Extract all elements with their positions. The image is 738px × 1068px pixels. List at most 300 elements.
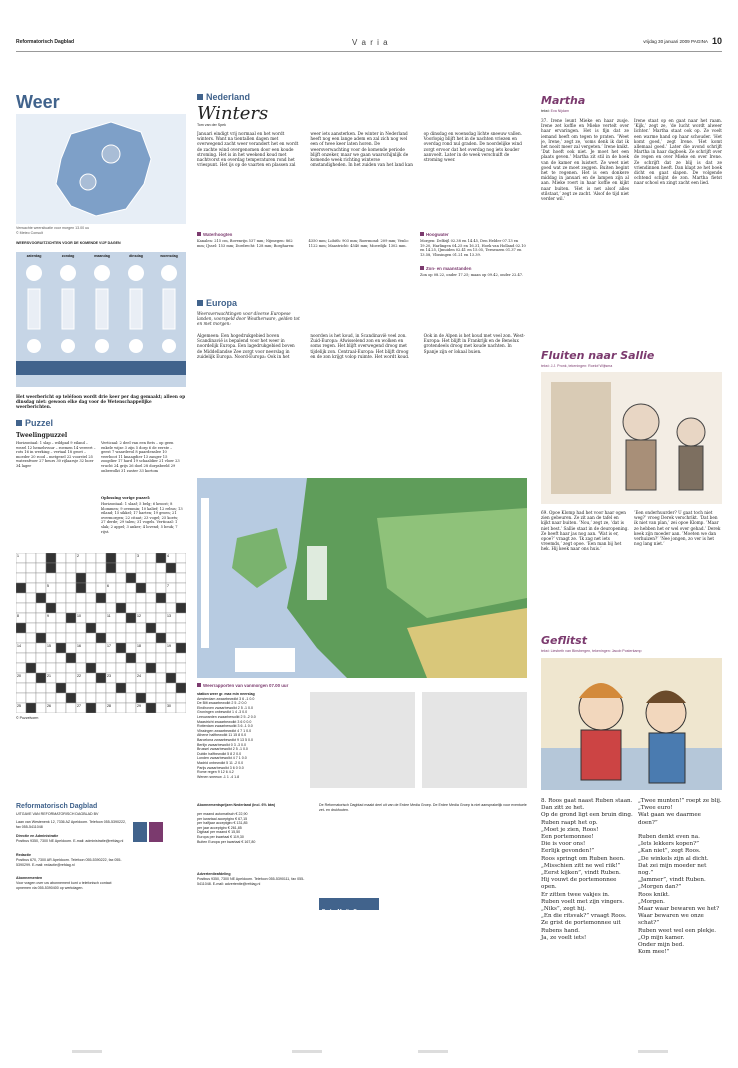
- grid-cell: [156, 693, 166, 703]
- grid-cell: [86, 703, 96, 713]
- poem-line: „Iets lekkers kopen?”: [638, 841, 699, 848]
- table-row: Maastricht zwaarbewolkt 3 6 0 0.0: [197, 719, 252, 724]
- grid-cell: [36, 703, 46, 713]
- section-square-icon: [16, 420, 22, 426]
- grid-cell: [166, 653, 176, 663]
- grid-cell: [66, 593, 76, 603]
- grid-cell: [166, 693, 176, 703]
- grid-cell: [116, 683, 126, 693]
- poem-line: Roos knikt.: [638, 891, 670, 898]
- grid-cell: [176, 643, 186, 653]
- martha-credit: [541, 109, 569, 114]
- grid-cell: [76, 573, 86, 583]
- grid-cell: [116, 623, 126, 633]
- grid-cell: [176, 663, 186, 673]
- grid-number: 4: [167, 554, 169, 558]
- grid-cell: [156, 573, 166, 583]
- nederland-label: [197, 92, 250, 102]
- geflitst-poem-1: [541, 798, 633, 942]
- grid-cell: [86, 603, 96, 613]
- printer-name: Ender Media Group: [322, 909, 369, 915]
- grid-cell: [36, 683, 46, 693]
- poem-line: „Misschien zitt ne wel riik!”: [541, 862, 621, 869]
- grid-number: 15: [47, 644, 51, 648]
- grid-cell: [16, 633, 26, 643]
- poem-line: Ruben raapt het op.: [541, 819, 598, 826]
- table-row: Amsterdam zwaarbewolkt 3 6 -1 0.0: [197, 696, 255, 701]
- puzzel-horizontaal: Horizontaal: 1 slap – wildpad 9 eiland – wezel 12 hemelsvuur – roemen 14 vereert – rots 16 in werking – vertaal 18 groet – moeder 20 rood – metgezel 22 voorstel 25 waterafvoer 27 beurs 30 rijlaarsje 32 boer 34 lager: [16, 441, 96, 468]
- grid-cell: [96, 563, 106, 573]
- grid-cell: [56, 593, 66, 603]
- grid-cell: [166, 593, 176, 603]
- grid-cell: [116, 663, 126, 673]
- grid-cell: [16, 663, 26, 673]
- grid-cell: [16, 623, 26, 633]
- grid-cell: [146, 703, 156, 713]
- section-square-icon: [197, 683, 201, 687]
- section-square-icon: [420, 232, 424, 236]
- poem-line: „Morgen dan?”: [638, 884, 682, 891]
- table-header: station weer gr. max min neerslag: [197, 692, 255, 696]
- poem-line: Een portemonnee!: [541, 834, 594, 841]
- grid-cell: [116, 553, 126, 563]
- grid-cell: [126, 623, 136, 633]
- grid-cell: [26, 703, 36, 713]
- grid-cell: [106, 683, 116, 693]
- grid-cell: [46, 563, 56, 573]
- grid-cell: [96, 553, 106, 563]
- waterhoogten-text: Kanalen: 215 cm, Bovenrijn 537 mm; Nijmegen: 862 mm; IJssel: 153 mm; Dordrecht: 128 mm; Borgharen: 4350 mm; Lobith: 903 mm; Roermond: 209 mm; Venlo: 1122 mm; Maastricht: 4540 mm; Moerdijk: 1302 mm.: [197, 239, 409, 248]
- grid-cell: [96, 613, 106, 623]
- poem-line: „Op mijn kamer.: [638, 934, 685, 941]
- grid-cell: [66, 633, 76, 643]
- grid-cell: [26, 673, 36, 683]
- poem-line: 8. Roos gaat naast Ruben staan.: [541, 798, 633, 804]
- table-row: Barcelona zwaarbewolkt 9 13 5 0.0: [197, 737, 253, 742]
- grid-cell: [116, 603, 126, 613]
- poem-line: Maar waar bewaren we het?: [638, 906, 720, 913]
- grid-number: 17: [107, 644, 111, 648]
- grid-cell: [26, 683, 36, 693]
- grid-cell: [56, 623, 66, 633]
- zon-maan-label-text: Zon- en maanstanden: [426, 266, 472, 271]
- grid-number: 2: [77, 554, 79, 558]
- map-credit: © Meteo Consult: [16, 231, 43, 235]
- puzzel-label-text: Puzzel: [25, 418, 54, 428]
- grid-cell: [116, 653, 126, 663]
- grid-number: 14: [17, 644, 21, 648]
- hoogwater-label: [420, 232, 449, 237]
- grid-cell: [176, 673, 186, 683]
- grid-cell: [76, 693, 86, 703]
- puzzle-grid: [16, 553, 186, 713]
- grid-cell: [106, 633, 116, 643]
- grid-cell: [116, 633, 126, 643]
- grid-cell: [96, 663, 106, 673]
- grid-cell: [36, 633, 46, 643]
- grid-cell: [36, 563, 46, 573]
- grid-cell: [126, 603, 136, 613]
- hd-logo: [133, 822, 185, 844]
- grid-number: 13: [167, 614, 171, 618]
- grid-cell: [66, 663, 76, 673]
- grid-number: 23: [107, 674, 111, 678]
- grid-cell: [66, 583, 76, 593]
- rate-row: per jaar acceptgiro € 261,85: [197, 825, 242, 830]
- grid-cell: [76, 663, 86, 673]
- poem-line: Ja, ze voelt iets!: [541, 934, 587, 941]
- grid-cell: [36, 593, 46, 603]
- grid-cell: [16, 683, 26, 693]
- nederland-body: Januari eindigt vrij normaal en het wordt winters. Want na tientallen dagen met overwegend zacht weer verandert het en wordt de zachte wind overgenomen door een koude stroming. Het is in het weekend koud met nachtvorst en overdag temperaturen rond het vriespunt. Het ijs op de vaarten en plassen zal weer iets aansterken. De winter in Nederland heeft nog een lange adem en zal zich nog wel een of twee keer laten horen. De weersverwachting voor de komende periode blijft onzeker, maar we gaan waarschijnlijk de komende week richting winterse omstandigheden. In het zuiden van het land kan op dinsdag en woensdag lichte sneeuw vallen. Voorlopig blijft het in de nachten vriezen en overdag rond nul graden. De noordelijke wind zorgt ervoor dat het overdag nog iets kouder aanvoelt. Later in de week verschuift de stroming weer.: [197, 131, 523, 168]
- grid-cell: [86, 623, 96, 633]
- martha-body-1: 37. Irene leunt Mieke en haar zusje. Irene zet koffie en Mieke vertelt over haar ervaringen. Het is fijn dat ze iemand heeft om tegen te praten. ‘Weet je, Irene,’ zegt ze, ‘soms denk ik dat ik het nooit meer zal vergeten.’ Irene knikt. ‘Dat hoeft ook niet. Je moet het een plaats geven.’ Martha zit stil in de hoek van de kamer en luistert. Ze weet niet goed wat ze moet zeggen. Buiten begint het te regenen. Het is een donkere middag in januari en de lampen zijn al aan. Mieke roert in haar koffie en kijkt naar buiten. ‘Het is net alsof alles stilstaat,’ zegt ze zacht. ‘Alsof de tijd niet verder wil.’: [541, 118, 629, 202]
- grid-cell: [176, 563, 186, 573]
- grid-cell: [96, 603, 106, 613]
- grid-cell: [166, 603, 176, 613]
- grid-cell: [66, 693, 76, 703]
- grid-cell: [86, 693, 96, 703]
- poem-line: „En die ritsvak?” vraagt Roos.: [541, 913, 627, 920]
- europa-body: Algemeen: Een hogedrukgebied boven Scandinavië is bepalend voor het weer in noordelijk Europa. Een lagedrukgebied boven de Middellandse Zee zorgt voor neerslag in zuidelijk Europa. Noord-Europa: Ook in het noorden is het koud, in Scandinavië veel zon. Zuid-Europa: Afwisselend zon en wolken en soms regen. Het blijft overwegend droog met tijdelijk zon. Centraal-Europa: Het blijft droog en de zon krijgt volop ruimte. Het wordt koud. Ook in de Alpen is het koud met veel zon. West-Europa: Het blijft in Frankrijk en de Benelux grotendeels droog met koude nachten. In Spanje zijn er lokaal buien.: [197, 333, 525, 359]
- grid-cell: [16, 583, 26, 593]
- grid-cell: [156, 643, 166, 653]
- grid-cell: [46, 623, 56, 633]
- printer-logo: [319, 898, 379, 915]
- grid-cell: [36, 603, 46, 613]
- grid-cell: [96, 623, 106, 633]
- grid-cell: [146, 653, 156, 663]
- table-row: Parijs zwaarbewolkt 3 6 0 0.0: [197, 765, 244, 770]
- table-row: Groningen onbewolkt 1 4 -3 0.0: [197, 710, 248, 715]
- rate-row: per maand automatisch € 22,90: [197, 812, 248, 816]
- poem-line: Op de grond ligt een bruin ding.: [541, 812, 633, 819]
- poem-line: Hij vouwt de portemonnee open.: [541, 877, 617, 891]
- day-label: zondag: [61, 254, 75, 258]
- grid-cell: [136, 653, 146, 663]
- nederland-byline: Tom van der Spek: [197, 123, 226, 127]
- grid-cell: [26, 693, 36, 703]
- fluiten-body-1: 69. Opoe Klomp had het voor haar ogen zien gebeuren. Ze zit aan de tafel en kijkt naar buiten. ‘Nou,’ zegt ze, ‘dat is niet best.’ Sallie staat in de deuropening. Ze heeft haar jas nog aan. ‘Wat is er, opoe?’ vraagt ze. ‘Ik zag net iets vreemds,’ zegt opoe. ‘Een man bij het hek. Hij keek naar ons huis.’: [541, 510, 629, 552]
- grid-cell: [176, 693, 186, 703]
- grid-cell: [26, 603, 36, 613]
- nederland-label-text: Nederland: [206, 92, 251, 102]
- table-row: Wenen sneeuw -1 1 -4 1.8: [197, 774, 240, 779]
- grid-cell: [176, 703, 186, 713]
- grid-cell: [56, 703, 66, 713]
- grid-cell: [146, 583, 156, 593]
- rates-table: [197, 812, 307, 844]
- advertentie-text: Postbus 9350, 7300 NE Apeldoorn. Telefoon 055-5390111, fax 055-5411048. E-mail: advertentie@refdag.nl: [197, 877, 305, 886]
- grid-cell: [146, 563, 156, 573]
- grid-number: 25: [17, 704, 21, 708]
- grid-cell: [56, 673, 66, 683]
- poem-line: Wat gaan we daarmee doen?”: [638, 812, 701, 826]
- grid-cell: [176, 633, 186, 643]
- poem-line: „De winkels zijn al dicht.: [638, 855, 709, 862]
- grid-cell: [176, 613, 186, 623]
- grid-cell: [96, 683, 106, 693]
- table-row: Londen zwaarbewolkt 4 7 1 0.0: [197, 756, 247, 761]
- grid-cell: [56, 693, 66, 703]
- puzzel-title: Tweelingpuzzel: [16, 432, 68, 439]
- poem-line: Dat zei mijn moeder net nog.”: [638, 862, 707, 877]
- grid-cell: [116, 673, 126, 683]
- grid-cell: [156, 653, 166, 663]
- grid-cell: [46, 653, 56, 663]
- credit-label: tekst:: [541, 109, 550, 113]
- date-line: vrijdag 30 januari 2009 PAGINA: [643, 39, 708, 44]
- grid-cell: [26, 563, 36, 573]
- poem-line: „Twee euro!: [638, 805, 673, 812]
- grid-cell: [106, 563, 116, 573]
- grid-cell: [46, 693, 56, 703]
- grid-number: 9: [47, 614, 49, 618]
- grid-cell: [16, 573, 26, 583]
- poem-line: Ruben weet wel een plekje.: [638, 927, 717, 934]
- grid-cell: [56, 633, 66, 643]
- section-square-icon: [197, 232, 201, 236]
- martha-title: Martha: [541, 94, 586, 107]
- grid-cell: [46, 553, 56, 563]
- grid-cell: [36, 573, 46, 583]
- grid-cell: [106, 603, 116, 613]
- martha-body-2: Irene staat op en gaat naar het raam. ‘Kijk,’ zegt ze, ‘de lucht wordt alweer lichter.’ Martha staat ook op. Ze voelt een warme hand op haar schouder. ‘Het komt goed,’ zegt Irene. ‘Het komt allemaal goed.’ Later die avond schrijft Martha in haar dagboek. Ze schrijft over de regen en over Mieke en over Irene. Ze schrijft dat ze blij is dat ze vriendinnen heeft. Dan klapt ze het boek dicht en gaat slapen. De volgende ochtend schijnt de zon. Martha fietst naar school en zingt zacht een lied.: [634, 118, 722, 186]
- grid-cell: [106, 593, 116, 603]
- grid-cell: [136, 693, 146, 703]
- grid-cell: [126, 583, 136, 593]
- grid-cell: [176, 553, 186, 563]
- grid-cell: [86, 593, 96, 603]
- grid-cell: [86, 683, 96, 693]
- grid-cell: [176, 653, 186, 663]
- grid-cell: [36, 553, 46, 563]
- grid-cell: [136, 603, 146, 613]
- hoogwater-label-text: Hoogwater: [426, 232, 449, 237]
- colofon-legal: De Reformatorisch Dagblad maakt deel uit van de Erdee Media Groep. De Erdee Media Groep is niet aansprakelijk voor eventuele zet- en drukfouten.: [319, 803, 527, 812]
- grid-cell: [36, 643, 46, 653]
- rate-row: Buiten Europa per kwartaal € 167,80: [197, 839, 256, 844]
- grid-cell: [76, 583, 86, 593]
- grid-cell: [156, 583, 166, 593]
- section-name: V a r i a: [352, 38, 389, 47]
- grid-cell: [16, 693, 26, 703]
- waterhoogten-label-text: Waterhoogten: [203, 232, 233, 237]
- grid-cell: [176, 603, 186, 613]
- grid-cell: [126, 563, 136, 573]
- grid-cell: [86, 613, 96, 623]
- grid-cell: [106, 573, 116, 583]
- grid-cell: [26, 583, 36, 593]
- grid-cell: [36, 663, 46, 673]
- fluiten-illustration: [541, 372, 722, 504]
- grid-cell: [166, 633, 176, 643]
- geflitst-credit: tekst: Liesbeth van Binsbergen, tekeningen: Jacob Posterkamp: [541, 649, 642, 653]
- grid-cell: [26, 663, 36, 673]
- grid-cell: [116, 703, 126, 713]
- grid-cell: [86, 673, 96, 683]
- abonnement-title: Abonnementen: [16, 876, 43, 880]
- grid-cell: [136, 593, 146, 603]
- geflitst-poem-2: [638, 798, 722, 956]
- abonnement-text: Voor vragen over uw abonnement kunt u telefonisch contact opnemen via 055-5390400 op werkdagen.: [16, 881, 112, 890]
- footer-bar: [638, 1050, 668, 1053]
- grid-cell: [66, 653, 76, 663]
- grid-cell: [106, 623, 116, 633]
- nederland-title: Winters: [197, 103, 269, 124]
- grid-cell: [26, 623, 36, 633]
- grid-cell: [26, 593, 36, 603]
- table-row: Leeuwarden zwaarbewolkt 2 5 -2 0.0: [197, 714, 256, 719]
- grid-number: 22: [77, 674, 81, 678]
- fluiten-credit: tekst: J.J. Pronk, tekeningen: Roelof Wijtsma: [541, 364, 613, 368]
- grid-cell: [166, 663, 176, 673]
- section-square-icon: [197, 94, 203, 100]
- grid-cell: [66, 623, 76, 633]
- grid-cell: [156, 593, 166, 603]
- grid-cell: [26, 633, 36, 643]
- poem-line: Die is voor ons!: [541, 841, 586, 848]
- grid-cell: [136, 633, 146, 643]
- grid-cell: [136, 663, 146, 673]
- poem-line: Onder mijn bed.: [638, 942, 684, 949]
- directie-text: Postbus 9350, 7300 NE Apeldoorn. E-mail: administratie@refdag.nl: [16, 839, 124, 843]
- grid-cell: [136, 583, 146, 593]
- grid-cell: [126, 553, 136, 563]
- grid-number: 3: [137, 554, 139, 558]
- europa-label: [197, 298, 237, 308]
- weather-table-more: [310, 692, 527, 788]
- day-label: woensdag: [160, 254, 178, 258]
- grid-cell: [66, 703, 76, 713]
- grid-cell: [166, 573, 176, 583]
- weerrapporten-label-text: Weerrapporten van vanmorgen 07.00 uur: [203, 683, 289, 688]
- grid-cell: [106, 693, 116, 703]
- grid-cell: [66, 613, 76, 623]
- forecast-heading: WEERSVOORUITZICHTEN VOOR DE KOMENDE VIJF DAGEN: [16, 241, 121, 245]
- poem-line: [638, 827, 722, 834]
- grid-cell: [76, 593, 86, 603]
- grid-cell: [166, 563, 176, 573]
- grid-cell: [66, 683, 76, 693]
- fluiten-body-2: ‘Een onderhuurder? U gaat toch niet weg?’ vroeg Derek verschrikt. ‘Dat ben ik niet van plan,’ zei opoe Klomp. ‘Maar ze hebben het er wel over gehad.’ Derek keek zijn moeder aan. ‘Moeten we dan verhuizen?’ ‘Nee jongen, zo ver is het nog lang niet.’: [634, 510, 721, 547]
- rate-row: per kwartaal acceptgiro € 67,15: [197, 816, 248, 821]
- grid-cell: [36, 583, 46, 593]
- grid-cell: [176, 573, 186, 583]
- grid-number: 29: [137, 704, 141, 708]
- grid-cell: [96, 593, 106, 603]
- table-row: Brussel zwaarbewolkt 2 5 -1 0.0: [197, 747, 248, 752]
- weerrapporten-label: [197, 683, 288, 688]
- grid-cell: [156, 683, 166, 693]
- poem-line: „Eerst kijken”, vindt Ruben.: [541, 870, 621, 877]
- grid-cell: [156, 703, 166, 713]
- grid-cell: [76, 633, 86, 643]
- grid-cell: [66, 673, 76, 683]
- grid-cell: [66, 643, 76, 653]
- grid-cell: [86, 643, 96, 653]
- grid-cell: [16, 593, 26, 603]
- grid-cell: [176, 623, 186, 633]
- poem-line: Ze grist de portemonnee uit Rubens hand.: [541, 920, 621, 934]
- forecast-icons: [16, 261, 186, 385]
- poem-line: Ruben denkt even na.: [638, 834, 700, 841]
- martha-author: Eva Nijdam: [550, 109, 569, 113]
- grid-number: 19: [167, 644, 171, 648]
- grid-cell: [126, 653, 136, 663]
- grid-cell: [156, 633, 166, 643]
- grid-number: 1: [17, 554, 19, 558]
- rate-row: per halfjaar acceptgiro € 131,85: [197, 821, 248, 826]
- colofon-tagline: UITGAVE VAN REFORMATORISCH DAGBLAD BV: [16, 812, 99, 816]
- poem-line: „Niks”, zegt hij.: [541, 906, 587, 913]
- europa-label-text: Europa: [206, 298, 238, 308]
- oplossing-title: Oplossing vorige puzzel:: [101, 496, 151, 500]
- grid-cell: [26, 643, 36, 653]
- grid-cell: [56, 613, 66, 623]
- weather-summary: Het weerbericht op teléfoon wordt drie keer per dag gemaakt; alleen op dinsdag niet: gewoon elke dag voor de Wetenschappelijke weerberichten.: [16, 394, 186, 410]
- section-square-icon: [420, 266, 424, 270]
- grid-number: 5: [47, 584, 49, 588]
- grid-cell: [96, 653, 106, 663]
- grid-cell: [46, 573, 56, 583]
- directie-title: Directie en Administratie: [16, 834, 59, 838]
- five-day-forecast: [16, 252, 186, 387]
- grid-cell: [56, 573, 66, 583]
- poem-line: Roos springt om Ruben heen.: [541, 855, 625, 862]
- grid-cell: [106, 663, 116, 673]
- grid-cell: [76, 653, 86, 663]
- grid-cell: [116, 573, 126, 583]
- europe-map: [197, 478, 527, 678]
- poem-line: Waar bewaren we onze schat?”: [638, 913, 704, 927]
- grid-number: 21: [47, 674, 51, 678]
- grid-number: 26: [47, 704, 51, 708]
- grid-cell: [86, 653, 96, 663]
- redactie-title: Redactie: [16, 853, 31, 857]
- waterhoogten-label: [197, 232, 232, 237]
- grid-cell: [156, 673, 166, 683]
- grid-cell: [126, 613, 136, 623]
- grid-cell: [66, 603, 76, 613]
- grid-cell: [36, 623, 46, 633]
- grid-cell: [106, 653, 116, 663]
- europa-intro: Weersverwachtingen voor diverse Europese landen, voorspeld door Weatherware, gelden tot en met morgen:: [197, 311, 300, 327]
- grid-cell: [146, 613, 156, 623]
- table-row: Rotterdam zwaarbewolkt 3 6 -1 0.0: [197, 724, 253, 729]
- grid-cell: [66, 553, 76, 563]
- grid-cell: [16, 653, 26, 663]
- grid-cell: [136, 623, 146, 633]
- grid-cell: [126, 693, 136, 703]
- grid-cell: [86, 573, 96, 583]
- colofon-address: Laan van Westenenk 12, 7336 AZ Apeldoorn. Telefoon 055-5390222, fax 055-5411048: [16, 820, 126, 829]
- grid-cell: [116, 563, 126, 573]
- grid-cell: [146, 683, 156, 693]
- poem-line: Er zitten twee vakjes in.: [541, 891, 610, 898]
- grid-cell: [126, 703, 136, 713]
- paper-name: Reformatorisch Dagblad: [16, 39, 75, 45]
- grid-number: 10: [77, 614, 81, 618]
- grid-cell: [176, 683, 186, 693]
- grid-cell: [86, 553, 96, 563]
- grid-cell: [166, 623, 176, 633]
- grid-cell: [96, 703, 106, 713]
- zon-maan-text: Zon op 08.22, onder 17.25; maan op 09.42, onder 22.47.: [420, 273, 524, 277]
- weather-title: Weer: [16, 92, 60, 112]
- grid-cell: [106, 553, 116, 563]
- grid-cell: [26, 573, 36, 583]
